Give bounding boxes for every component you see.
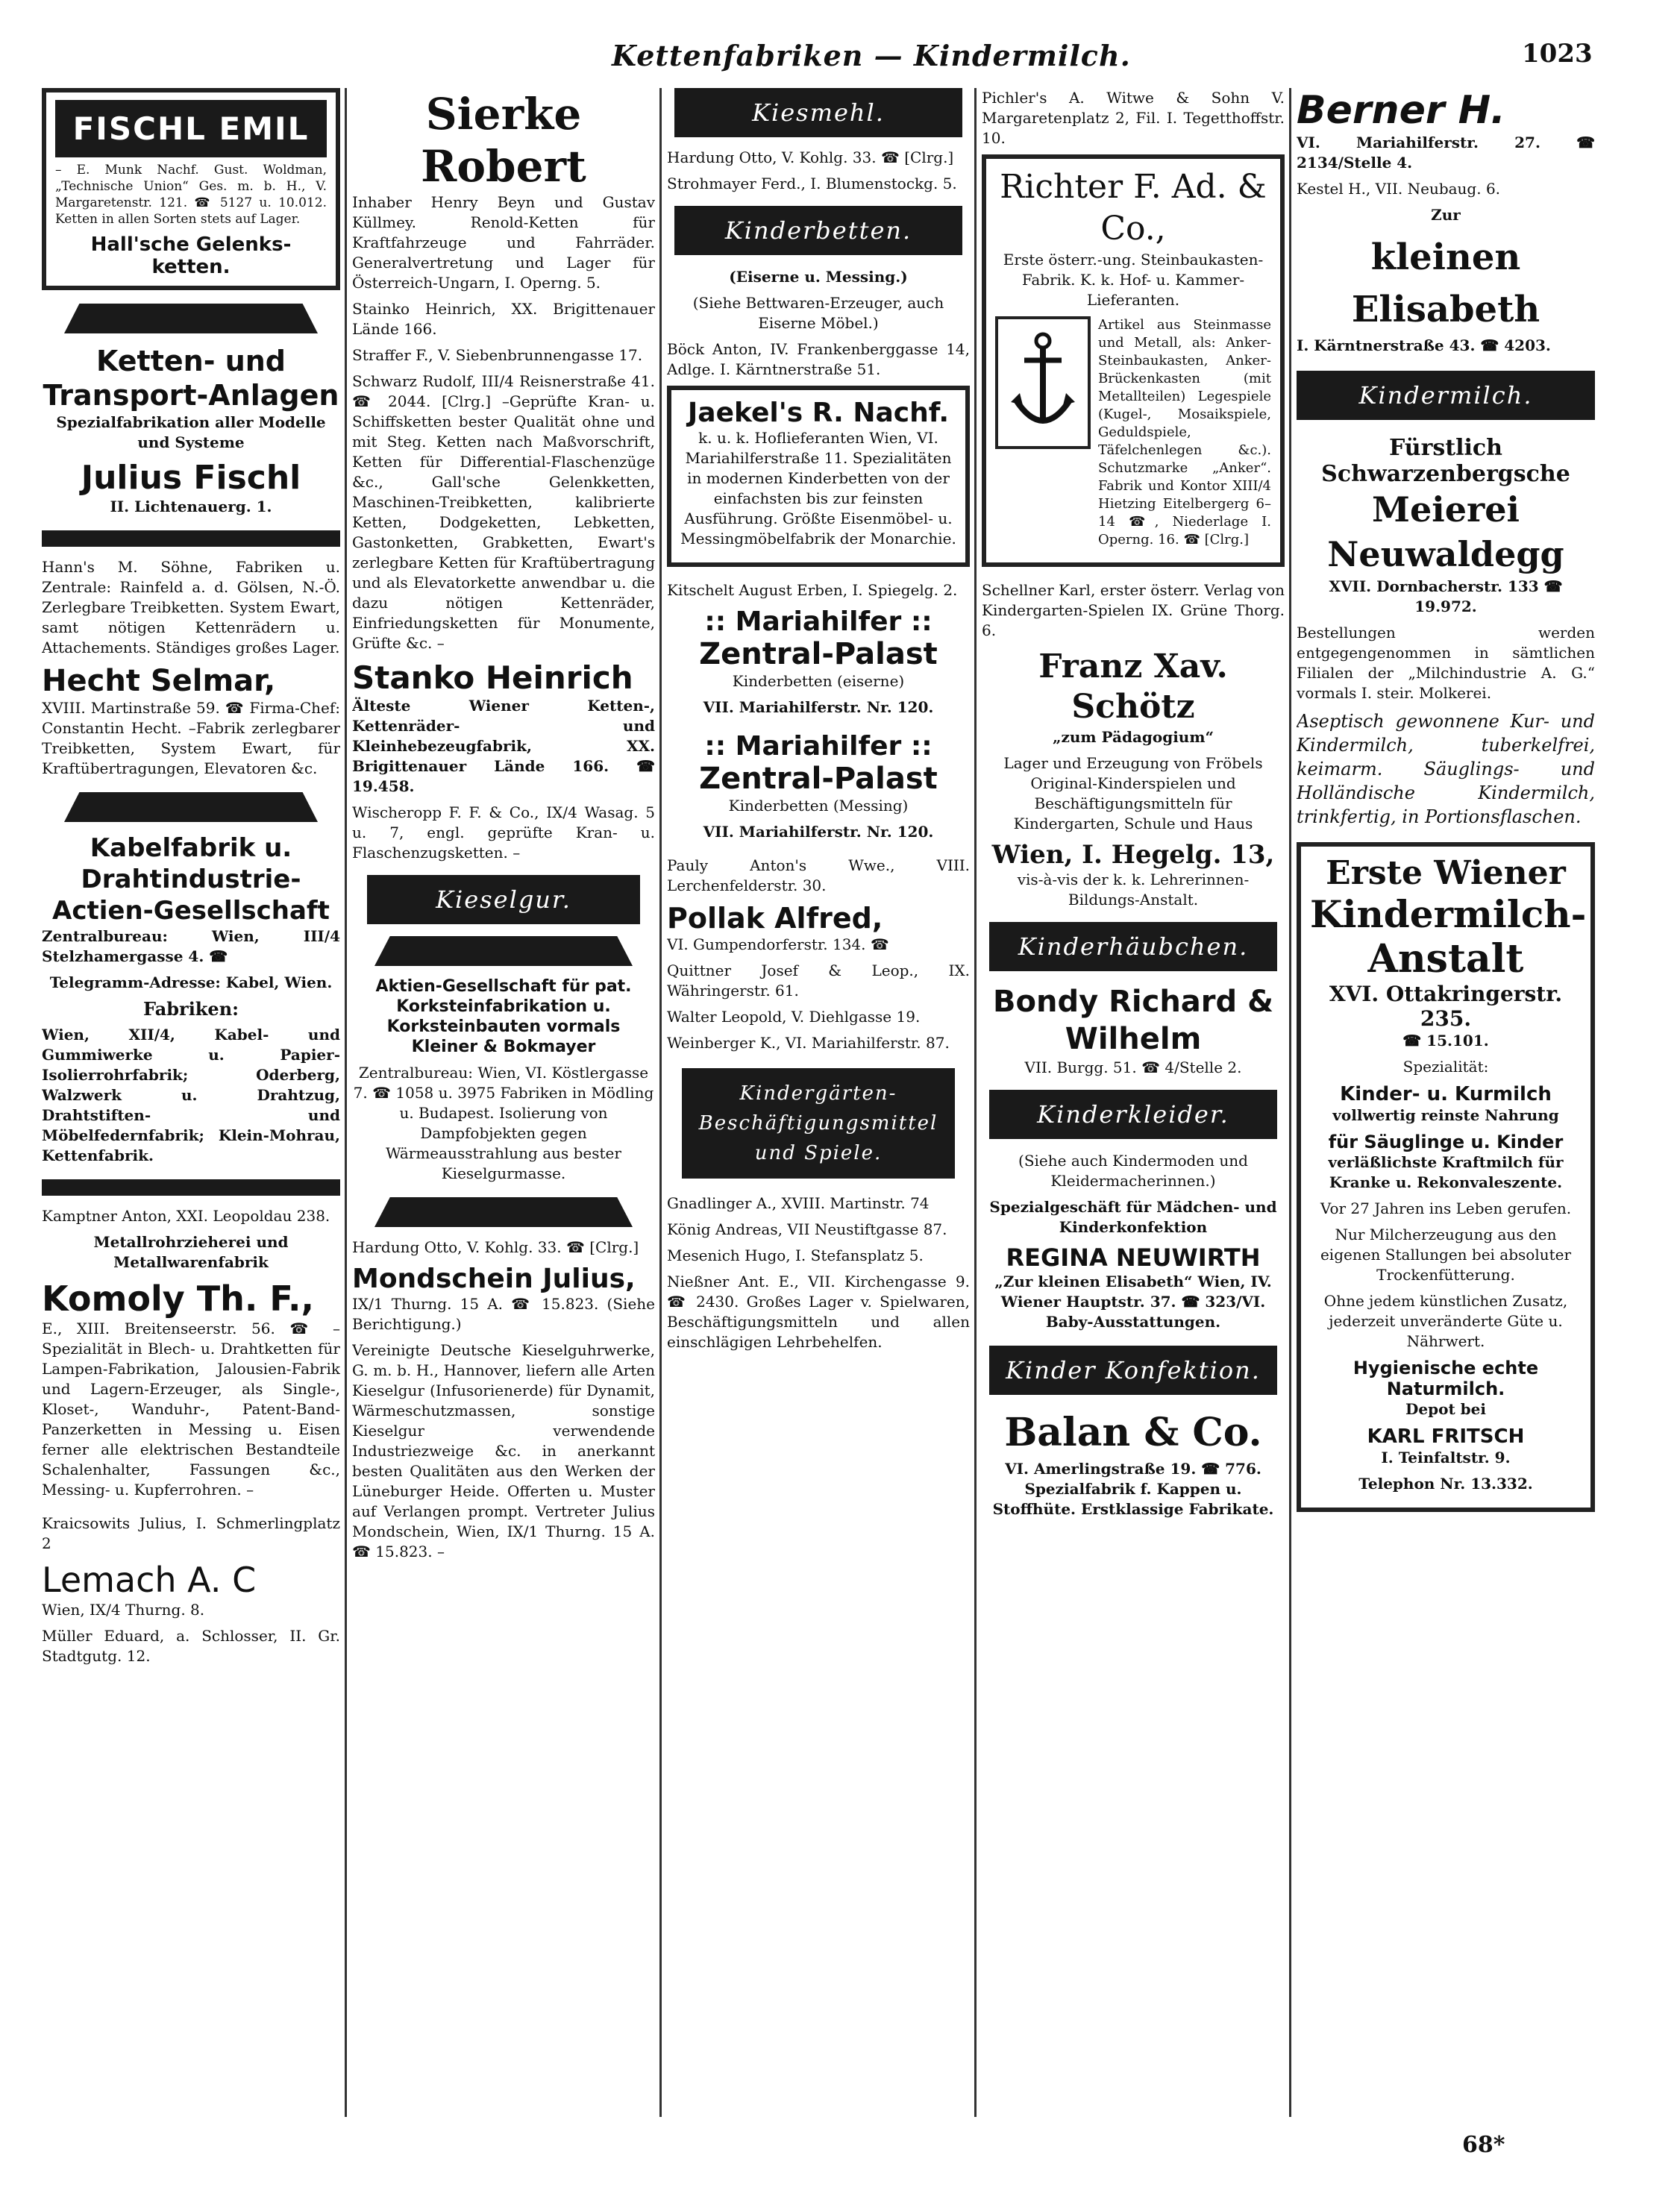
listing-kamptner: Kamptner Anton, XXI. Leopoldau 238. bbox=[42, 1207, 330, 1225]
anchor-trademark bbox=[995, 316, 1271, 555]
ad-jaekel bbox=[667, 386, 970, 567]
ad-komoly bbox=[42, 1232, 340, 1500]
ad-title: REGINA NEUWIRTH bbox=[1006, 1243, 1261, 1272]
ad-lemach-title: Lemach A. C bbox=[42, 1560, 257, 1600]
ad-address: VII. Mariahilferstr. Nr. 120. bbox=[703, 823, 934, 841]
ornament-rule bbox=[374, 936, 633, 966]
ad-sierke-text: Inhaber Henry Beyn und Gustav Küllmey. Renold-Ketten für Kraftfahrzeuge und Fahrräder. Generalvertretung und Lager für Österreich-Ungarn, I. Operng. 5. bbox=[352, 193, 655, 292]
ad-text: Zentralbureau: Wien, III/4 Stelzhamergasse 4. ☎ bbox=[42, 927, 340, 965]
ad-title: Komoly Th. F., bbox=[42, 1279, 314, 1319]
column-rule bbox=[345, 88, 347, 2117]
ad-elisabeth-zur: Zur bbox=[1431, 206, 1461, 224]
ad-text: „Zur kleinen Elisabeth“ Wien, IV. Wiener Hauptstr. 37. ☎ 323/VI. Baby-Ausstattungen. bbox=[994, 1273, 1272, 1331]
listing-pichler: Pichler's A. Witwe & Sohn V. Margaretenplatz 2, Fil. I. Tegetthoffstr. 10. bbox=[982, 89, 1285, 147]
separator-rule bbox=[42, 530, 340, 547]
ad-text: Telephon Nr. 13.332. bbox=[1358, 1475, 1533, 1493]
listing-walter: Walter Leopold, V. Diehlgasse 19. bbox=[667, 1008, 921, 1026]
listing-hardung: Hardung Otto, V. Kohlg. 33. ☎ [Clrg.] bbox=[667, 148, 954, 166]
separator-rule bbox=[42, 1179, 340, 1196]
section-banner-kinderkleider: Kinderkleider. bbox=[989, 1090, 1277, 1139]
ad-stanko-title: Stanko Heinrich bbox=[352, 659, 633, 696]
listing-straffer: Straffer F., V. Siebenbrunnengasse 17. bbox=[352, 346, 643, 364]
ad-kabelfabrik bbox=[42, 832, 340, 1166]
column-rule bbox=[974, 88, 977, 2117]
ad-line: :: Mariahilfer :: bbox=[704, 731, 933, 762]
ad-text: Ohne jedem künstlichen Zusatz, jederzeit unveränderte Güte u. Nährwert. bbox=[1323, 1292, 1568, 1350]
ad-title: Ketten- und Transport-Anlagen bbox=[43, 345, 339, 412]
listing-quittner: Quittner Josef & Leop., IX. Währingerstr. 61. bbox=[667, 961, 970, 1000]
ad-title: Zentral-Palast bbox=[699, 762, 938, 796]
ad-sierke-title: Sierke Robert bbox=[421, 89, 586, 192]
listing-strohmayer: Strohmayer Ferd., I. Blumenstockg. 5. bbox=[667, 175, 957, 192]
ad-schoetz-sub: „zum Pädagogium“ bbox=[1052, 728, 1214, 746]
section-banner-kinderhaeubchen: Kinderhäubchen. bbox=[989, 922, 1277, 971]
ad-meierei-text: Bestellungen werden entgegengenommen in sämtlichen Filialen der „Milchindustrie A. G.“ vormals I. steir. Molkerei. bbox=[1297, 624, 1595, 702]
ad-header: Metallrohrzieherei und Metallwarenfabrik bbox=[93, 1233, 289, 1271]
listing-mueller: Müller Eduard, a. Schlosser, II. Gr. Stadtgutg. 12. bbox=[42, 1627, 340, 1665]
listing-stainko: Stainko Heinrich, XX. Brigittenauer Lände 166. bbox=[352, 300, 655, 338]
anchor-icon bbox=[995, 316, 1091, 449]
ad-schoetz-foot: vis-à-vis der k. k. Lehrerinnen-Bildungs-Anstalt. bbox=[1017, 870, 1250, 909]
section-banner-kiesmehl: Kiesmehl. bbox=[674, 88, 962, 137]
ad-schoetz-address: Wien, I. Hegelg. 13, bbox=[991, 840, 1275, 870]
ad-text: Nur Milcherzeugung aus den eigenen Stallungen bei absoluter Trockenfütterung. bbox=[1320, 1226, 1572, 1284]
listing-kraicsowits: Kraicsowits Julius, I. Schmerlingplatz 2 bbox=[42, 1514, 340, 1552]
ad-text: Telegramm-Adresse: Kabel, Wien. bbox=[49, 973, 333, 991]
ad-text: Depot bei bbox=[1405, 1400, 1486, 1418]
ad-schoetz-title: Franz Xav. Schötz bbox=[1038, 647, 1228, 726]
ad-hecht-selmar bbox=[42, 664, 340, 779]
ad-meierei-desc: Aseptisch gewonnene Kur- und Kindermilch, tuberkelfrei, keimarm. Säuglings- und Holländische Kindermilch, trinkfertig, in Portionsflaschen. bbox=[1297, 711, 1595, 827]
ad-name: Julius Fischl bbox=[81, 459, 301, 497]
column-rule bbox=[1289, 88, 1291, 2117]
listing-hardung: Hardung Otto, V. Kohlg. 33. ☎ [Clrg.] bbox=[352, 1238, 639, 1256]
ad-phone: ☎ 15.101. bbox=[1402, 1032, 1489, 1050]
ad-richter bbox=[982, 154, 1285, 567]
ad-bondy-title: Bondy Richard & Wilhelm bbox=[993, 985, 1273, 1056]
ad-title-line: Erste Wiener bbox=[1326, 854, 1566, 892]
ad-elisabeth-text: I. Kärntnerstraße 43. ☎ 4203. bbox=[1297, 336, 1551, 354]
ad-text: Spezialität: bbox=[1402, 1058, 1489, 1076]
listing-kitschelt: Kitschelt August Erben, I. Spiegelg. 2. bbox=[667, 581, 958, 599]
column-1 bbox=[42, 88, 340, 2124]
listing-schellner: Schellner Karl, erster österr. Verlag von Kindergarten-Spielen IX. Grüne Thorg. 6. bbox=[982, 581, 1285, 639]
ad-text: Kinderbetten (eiserne) bbox=[732, 672, 905, 690]
ad-text: Spezialfabrikation aller Modelle und Systeme bbox=[56, 413, 326, 451]
ad-bondy-text: VII. Burgg. 51. ☎ 4/Stelle 2. bbox=[1024, 1058, 1242, 1076]
ad-fischl-emil bbox=[42, 88, 340, 290]
ad-title-line: Kindermilch- bbox=[1310, 892, 1587, 936]
ornament-rule bbox=[374, 1197, 633, 1227]
ad-title: Jaekel's R. Nachf. bbox=[687, 398, 950, 428]
ad-mondschein-title: Mondschein Julius, bbox=[352, 1264, 636, 1294]
ad-address: VII. Mariahilferstr. Nr. 120. bbox=[703, 698, 934, 716]
section-banner-konfektion: Kinder Konfektion. bbox=[989, 1346, 1277, 1395]
ad-meierei-line2: Meierei Neuwaldegg bbox=[1327, 489, 1564, 574]
ad-regina bbox=[982, 1197, 1285, 1332]
listing-niessner: Nießner Ant. E., VII. Kirchengasse 9. ☎ 2430. Großes Lager v. Spielwaren, Beschäftigungsmitteln und allen einschlägigen Lehrbehelfen. bbox=[667, 1273, 970, 1351]
listing-vereinigte: Vereinigte Deutsche Kieselguhrwerke, G. m. b. H., Hannover, liefern alle Arten Kieselgur (Infusorienerde) für Dynamit, Wärmeschutzmassen, sonstige Kieselgur verwendende Industriezweige &c. in anerkannt besten Qualitäten aus den Werken der Lüneburger Heide. Offerten u. Muster auf Verlangen prompt. Vertreter Julius Mondschein, Wien, IX/1 Thurng. 15 A. ☎ 15.823. – bbox=[352, 1341, 655, 1560]
ad-address: II. Lichtenauerg. 1. bbox=[110, 498, 272, 515]
section-banner-kindergaerten: Kindergärten-Beschäftigungsmittel und Spiele. bbox=[682, 1068, 955, 1179]
column-5 bbox=[1297, 88, 1595, 2124]
ad-text: vollwertig reinste Nahrung bbox=[1332, 1106, 1559, 1124]
listing-wischeropp: Wischeropp F. F. & Co., IX/4 Wasag. 5 u. 7, engl. geprüfte Kran- u. Flaschenzugsketten. – bbox=[352, 803, 655, 862]
listing-schwarz: Schwarz Rudolf, III/4 Reisnerstraße 41. ☎ 2044. [Clrg.] –Geprüfte Kran- u. Schiffsketten bester Qualität ohne und mit Steg. Ketten nach Maßvorschrift, Ketten für Differential-Flaschenzüge &c., Gall'sche Gelenkketten, Maschinen-Treibketten, kalibrierte Ketten, Dodgeketten, Lebketten, Gastonketten, Grabketten, Ewart's zerlegbare Ketten für Kraftübertragung und als Elevatorkette anwendbar u. die dazu nötigen Kettenräder, Einfriedungsketten für Monumente, Grüfte &c. – bbox=[352, 372, 655, 652]
ad-meierei-address: XVII. Dornbacherstr. 133 ☎ 19.972. bbox=[1329, 577, 1563, 615]
ad-pollak-title: Pollak Alfred, bbox=[667, 902, 883, 935]
listing-boeck: Böck Anton, IV. Frankenberggasse 14, Adlge. I. Kärntnerstraße 51. bbox=[667, 340, 970, 378]
listing-hann: Hann's M. Söhne, Fabriken u. Zentrale: Rainfeld a. d. Gölsen, N.-Ö. Zerlegbare Treibketten. System Ewart, samt nötigen Kettenrädern u. Attachements. Ständiges großes Lager. bbox=[42, 558, 340, 656]
ad-title: Kabelfabrik u. Drahtindustrie-Actien-Gesellschaft bbox=[52, 833, 330, 926]
section-banner-kindermilch: Kindermilch. bbox=[1297, 371, 1595, 420]
ad-line: :: Mariahilfer :: bbox=[704, 606, 933, 637]
ad-title: Richter F. Ad. & Co., bbox=[1000, 168, 1267, 248]
ad-schoetz-text: Lager und Erzeugung von Fröbels Original-Kinderspielen und Beschäftigungsmitteln für Kindergarten, Schule und Haus bbox=[1003, 754, 1263, 832]
ad-text: Kinderbetten (Messing) bbox=[728, 797, 909, 815]
ad-title-line: Anstalt bbox=[1367, 936, 1524, 982]
listing-pauly: Pauly Anton's Wwe., VIII. Lerchenfelderstr. 30. bbox=[667, 856, 970, 894]
section-note: (Siehe Bettwaren-Erzeuger, auch Eiserne Möbel.) bbox=[692, 294, 944, 332]
ad-text: I. Teinfaltstr. 9. bbox=[1381, 1449, 1511, 1466]
ad-text: Erste österr.-ung. Steinbaukasten-Fabrik. K. k. Hof- u. Kammer-Lieferanten. bbox=[1003, 251, 1264, 309]
ornament-rule bbox=[64, 792, 318, 822]
page-header bbox=[0, 30, 1680, 82]
page-footer-marker: 68* bbox=[1462, 2132, 1505, 2158]
ad-lemach-text: Wien, IX/4 Thurng. 8. bbox=[42, 1601, 205, 1619]
ad-zentral-palast-messing bbox=[667, 731, 970, 842]
ad-title: FISCHL EMIL bbox=[55, 100, 327, 157]
listing-kestel: Kestel H., VII. Neubaug. 6. bbox=[1297, 180, 1501, 198]
section-subtitle: (Eiserne u. Messing.) bbox=[729, 268, 908, 286]
ad-stanko-text: Älteste Wiener Ketten-, Kettenräder- und Kleinhebezeugfabrik, XX. Brigittenauer Lände 166. ☎ 19.458. bbox=[352, 697, 655, 795]
ad-text: Hygienische echte Naturmilch. bbox=[1353, 1358, 1539, 1399]
ad-korkstein bbox=[352, 976, 655, 1184]
ad-text: Zentralbureau: Wien, VI. Köstlergasse 7. ☎ 1058 u. 3975 Fabriken in Mödling u. Budapest. Isolierung von Dampfobjekten gegen Wärmeausstrahlung aus bester Kieselgurmasse. bbox=[353, 1064, 654, 1182]
ad-erste-wiener-kindermilch bbox=[1297, 842, 1595, 1512]
ad-text: Artikel aus Steinmasse und Metall, als: Anker-Steinbaukasten, Anker-Brückenkasten (mit Metallteilen) Legespiele (Kugel-, Mosaikspiele, Geduldspiele, Täfelchenlegen &c.). Schutzmarke „Anker“. Fabrik und Kontor XIII/4 Hietzing Eitelbergerg 6–14 ☎, Niederlage I. Operng. 16. ☎ [Clrg.] bbox=[1098, 317, 1271, 548]
listing-gnadlinger: Gnadlinger A., XVIII. Martinstr. 74 bbox=[667, 1194, 930, 1212]
ad-mondschein-text: IX/1 Thurng. 15 A. ☎ 15.823. (Siehe Berichtigung.) bbox=[352, 1295, 655, 1333]
ad-text: Wien, XII/4, Kabel- und Gummiwerke u. Papier-Isolierrohrfabrik; Oderberg, Walzwerk u. Drahtzug, Drahtstiften- und Möbelfedernfabrik; Klein-Mohrau, Kettenfabrik. bbox=[42, 1026, 340, 1164]
ad-title: Aktien-Gesellschaft für pat. Korksteinfabrikation u. Korksteinbauten vormals Kleiner & Bokmayer bbox=[375, 977, 632, 1056]
ad-text: E., XIII. Breitenseerstr. 56. ☎ –Spezialität in Blech- u. Drahtketten für Lampen-Fabrikation, Jalousien-Fabrik und Lagern-Erzeuger, als Single-, Kloset-, Wanduhr-, Patent-Band-Panzerketten in Messing u. Eisen ferner alle elektrischen Bestandteile Schalenhalter, Fassungen &c., Messing- u. Kupferrohren. – bbox=[42, 1320, 340, 1499]
ad-text: KARL FRITSCH bbox=[1367, 1425, 1525, 1448]
ad-zentral-palast-eiserne bbox=[667, 606, 970, 718]
running-head: Kettenfabriken — Kindermilch. bbox=[612, 39, 1131, 72]
ad-pollak-text: VI. Gumpendorferstr. 134. ☎ bbox=[667, 935, 889, 953]
ad-text: Vor 27 Jahren ins Leben gerufen. bbox=[1320, 1199, 1572, 1217]
ad-tagline: Hall'sche Gelenks-ketten. bbox=[90, 233, 292, 278]
section-note: (Siehe auch Kindermoden und Kleidermacherinnen.) bbox=[1018, 1152, 1248, 1190]
ad-meierei-line1: Fürstlich Schwarzenbergsche bbox=[1321, 435, 1570, 487]
ad-berner-text: VI. Mariahilferstr. 27. ☎ 2134/Stelle 4. bbox=[1297, 134, 1595, 172]
ad-elisabeth-title: kleinen Elisabeth bbox=[1351, 236, 1540, 330]
ad-text: – E. Munk Nachf. Gust. Woldman, „Technische Union“ Ges. m. b. H., V. Margaretenstr. 121. ☎ 5127 u. 10.012. Ketten in allen Sorten stets auf Lager. bbox=[55, 163, 327, 227]
column-4 bbox=[982, 88, 1285, 2124]
ad-text: XVIII. Martinstraße 59. ☎ Firma-Chef: Constantin Hecht. –Fabrik zerlegbarer Treibketten, System Ewart, für Kraftübertragungen, Elevatoren &c. bbox=[42, 699, 340, 777]
ad-text: k. u. k. Hoflieferanten Wien, VI. Mariahilferstraße 11. Spezialitäten in modernen Kinderbetten von der einfachsten bis zur feinsten Ausführung. Größte Eisenmöbel- u. Messingmöbelfabrik der Monarchie. bbox=[680, 429, 956, 548]
ad-berner-title: Berner H. bbox=[1297, 88, 1505, 133]
ad-text: verläßlichste Kraftmilch für Kranke u. Rekonvaleszente. bbox=[1328, 1153, 1564, 1191]
ad-title: Hecht Selmar, bbox=[42, 664, 276, 698]
listing-weinberger: Weinberger K., VI. Mariahilferstr. 87. bbox=[667, 1034, 950, 1052]
column-3 bbox=[667, 88, 970, 2124]
ad-text: Kinder- u. Kurmilch bbox=[1340, 1083, 1552, 1105]
ad-balan-title: Balan & Co. bbox=[1004, 1410, 1262, 1455]
listing-mesenich: Mesenich Hugo, I. Stefansplatz 5. bbox=[667, 1246, 924, 1264]
section-banner-kieselgur: Kieselgur. bbox=[367, 875, 640, 924]
ad-julius-fischl bbox=[42, 344, 340, 517]
column-rule bbox=[659, 88, 662, 2117]
section-banner-kinderbetten: Kinderbetten. bbox=[674, 206, 962, 255]
page-number: 1023 bbox=[1522, 39, 1593, 69]
column-2 bbox=[352, 88, 655, 2124]
ad-balan-text: VI. Amerlingstraße 19. ☎ 776. Spezialfabrik f. Kappen u. Stoffhüte. Erstklassige Fabrikate. bbox=[992, 1460, 1274, 1518]
ad-text: für Säuglinge u. Kinder bbox=[1328, 1132, 1564, 1152]
ad-address: XVI. Ottakringerstr. 235. bbox=[1329, 982, 1563, 1031]
ad-text: Fabriken: bbox=[142, 998, 239, 1020]
ornament-rule bbox=[64, 304, 318, 333]
ad-header: Spezialgeschäft für Mädchen- und Kinderkonfektion bbox=[989, 1198, 1277, 1236]
ad-title: Zentral-Palast bbox=[699, 637, 938, 671]
listing-koenig: König Andreas, VII Neustiftgasse 87. bbox=[667, 1220, 947, 1238]
